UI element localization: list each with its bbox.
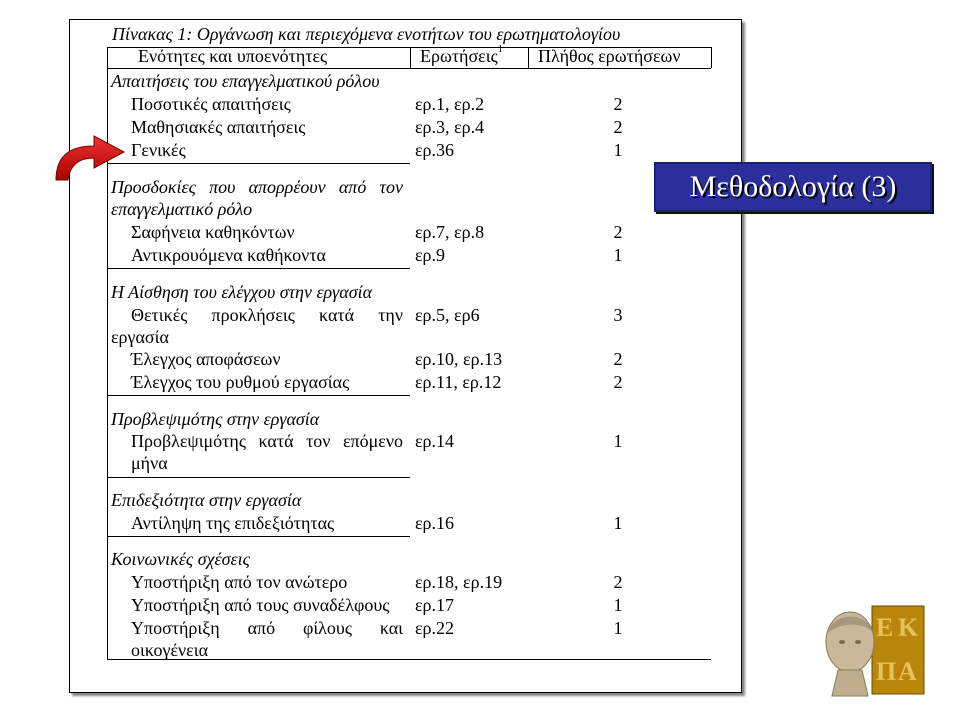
row-count: 2 <box>613 222 623 242</box>
header-questions: Ερωτήσεις$^1$ <box>420 44 503 66</box>
row-label: Γενικές <box>131 140 186 160</box>
row-count: 1 <box>613 595 623 615</box>
section-title-cont: επαγγελματικό ρόλο <box>111 199 253 219</box>
section-rule <box>107 395 410 396</box>
row-label-cont: οικογένεια <box>131 640 209 660</box>
svg-text:Π: Π <box>876 657 897 686</box>
curved-arrow-icon <box>50 132 130 182</box>
row-label: Προβλεψιμότης κατά τον επόμενο <box>131 431 403 451</box>
svg-text:Α: Α <box>898 657 917 686</box>
row-label: Υποστήριξη από φίλους και <box>131 618 403 638</box>
header-count: Πλήθος ερωτήσεων <box>538 46 681 66</box>
row-questions: ερ.9 <box>415 245 446 265</box>
row-count: 2 <box>613 94 623 114</box>
row-questions: ερ.16 <box>415 513 455 533</box>
row-label: Σαφήνεια καθηκόντων <box>131 222 295 242</box>
row-label: Υποστήριξη από τους συναδέλφους <box>131 595 390 615</box>
university-logo <box>810 600 930 700</box>
row-label: Ποσοτικές απαιτήσεις <box>131 94 291 114</box>
section-title: Προσδοκίες που απορρέουν από τον <box>111 177 403 197</box>
row-questions: ερ.3, ερ.4 <box>415 117 485 137</box>
table-top-rule <box>107 47 711 48</box>
row-questions: ερ.1, ερ.2 <box>415 94 485 114</box>
section-title: Επιδεξιότητα στην εργασία <box>111 490 302 510</box>
table-right-rule <box>711 47 712 68</box>
row-count: 1 <box>613 618 623 638</box>
section-rule <box>107 536 410 537</box>
row-questions: ερ.10, ερ.13 <box>415 349 503 369</box>
row-label-cont: μήνα <box>131 453 168 473</box>
table-caption: Πίνακας 1: Οργάνωση και περιεχόμενα ενοτήτων του ερωτηματολογίου <box>112 24 621 44</box>
row-count: 3 <box>613 305 623 325</box>
row-count: 2 <box>613 372 623 392</box>
row-label: Θετικές προκλήσεις κατά την <box>131 305 403 325</box>
row-questions: ερ.22 <box>415 618 455 638</box>
header-rule <box>107 68 711 69</box>
row-label: Αντίληψη της επιδεξιότητας <box>131 513 335 533</box>
row-count: 1 <box>613 140 623 160</box>
row-count: 2 <box>613 349 623 369</box>
row-questions: ερ.17 <box>415 595 455 615</box>
row-count: 1 <box>613 245 623 265</box>
row-count: 1 <box>613 431 623 451</box>
section-title: Απαιτήσεις του επαγγελματικού ρόλου <box>111 71 380 91</box>
row-questions: ερ.36 <box>415 140 455 160</box>
section-title: Προβλεψιμότης στην εργασία <box>111 409 320 429</box>
row-count: 2 <box>613 117 623 137</box>
row-questions: ερ.11, ερ.12 <box>415 372 502 392</box>
row-count: 1 <box>613 513 623 533</box>
methodology-badge: Μεθοδολογία (3) <box>654 162 932 212</box>
section-title: Η Αίσθηση του ελέγχου στην εργασία <box>111 282 373 302</box>
section-rule <box>107 477 410 478</box>
svg-text:Ε: Ε <box>876 613 894 642</box>
row-label: Μαθησιακές απαιτήσεις <box>131 117 306 137</box>
row-questions: ερ.7, ερ.8 <box>415 222 485 242</box>
section-rule <box>107 163 410 164</box>
row-label-cont: εργασία <box>111 327 169 347</box>
row-label: Έλεγχος αποφάσεων <box>131 349 281 369</box>
row-label: Αντικρουόμενα καθήκοντα <box>131 245 326 265</box>
svg-text:Κ: Κ <box>898 613 919 642</box>
section-rule <box>107 268 410 269</box>
header-sections: Ενότητες και υποενότητες <box>138 46 328 66</box>
row-count: 2 <box>613 572 623 592</box>
header-divider-1 <box>410 47 411 68</box>
row-label: Υποστήριξη από τον ανώτερο <box>131 572 348 592</box>
header-divider-2 <box>528 47 529 68</box>
row-questions: ερ.18, ερ.19 <box>415 572 503 592</box>
row-label: Έλεγχος του ρυθμού εργασίας <box>131 372 350 392</box>
section-title: Κοινωνικές σχέσεις <box>111 549 250 569</box>
row-questions: ερ.14 <box>415 431 455 451</box>
row-questions: ερ.5, ερ6 <box>415 305 480 325</box>
